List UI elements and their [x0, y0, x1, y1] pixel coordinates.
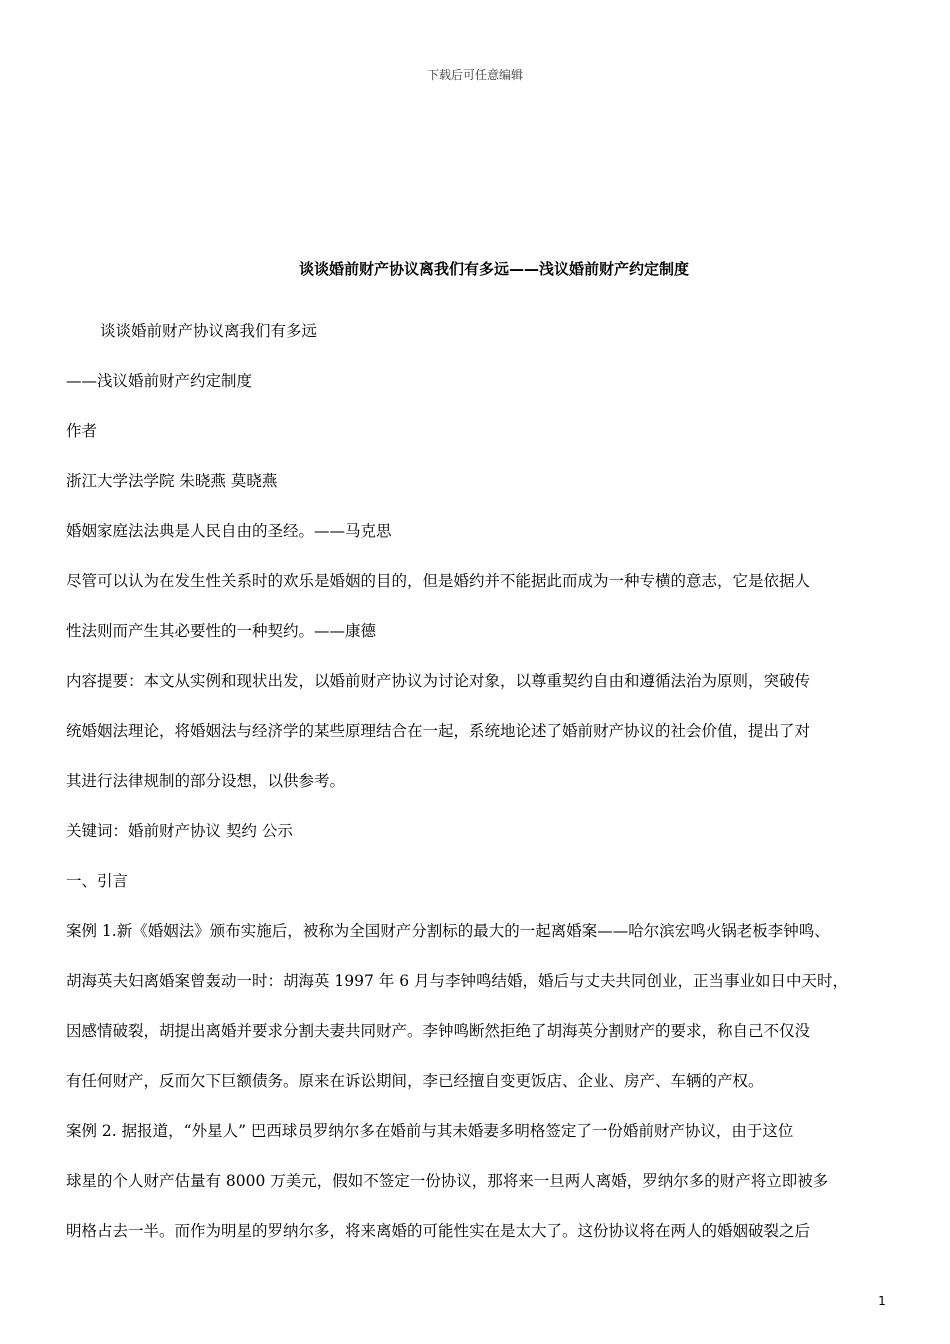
paragraph-line: 尽管可以认为在发生性关系时的欢乐是婚姻的目的，但是婚约并不能据此而成为一种专横的意志，它是依据人 — [66, 572, 811, 590]
paragraph-line: 一、引言 — [66, 872, 129, 890]
paragraph-5 — [66, 568, 886, 644]
paragraph-7 — [66, 818, 886, 844]
paragraph-line: 案例 1.新《婚姻法》颁布实施后，被称为全国财产分割标的最大的一起离婚案——哈尔滨宏鸣火锅老板李钟鸣、 — [66, 922, 830, 940]
paragraph-line: 性法则而产生其必要性的一种契约。——康德 — [66, 622, 377, 640]
paragraph-line: 作者 — [66, 422, 98, 440]
paragraph-line: ——浅议婚前财产约定制度 — [66, 372, 253, 390]
paragraph-line: 浙江大学法学院 朱晓燕 莫晓燕 — [66, 472, 278, 490]
paragraph-line: 球星的个人财产估量有 8000 万美元，假如不签定一份协议，那将来一旦两人离婚，罗纳尔多的财产将立即被多 — [66, 1172, 829, 1190]
paragraph-line: 胡海英夫妇离婚案曾轰动一时：胡海英 1997 年 6 月与李钟鸣结婚，婚后与丈夫共同创业，正当事业如日中天时， — [66, 972, 849, 990]
paragraph-8 — [66, 868, 886, 894]
paragraph-line: 谈谈婚前财产协议离我们有多远 — [100, 322, 318, 340]
paragraph-9 — [66, 918, 886, 1094]
paragraph-line: 案例 2. 据报道，“外星人” 巴西球员罗纳尔多在婚前与其未婚妻多明格签定了一份婚前财产协议，由于这位 — [66, 1122, 794, 1140]
paragraph-line: 其进行法律规制的部分设想，以供参考。 — [66, 772, 346, 790]
paragraph-line: 关键词：婚前财产协议 契约 公示 — [66, 822, 293, 840]
paragraph-line: 婚姻家庭法法典是人民自由的圣经。——马克思 — [66, 522, 392, 540]
document-title: 谈谈婚前财产协议离我们有多远——浅议婚前财产约定制度 — [298, 260, 689, 278]
document-body — [66, 318, 886, 1244]
paragraph-line: 明格占去一半。而作为明星的罗纳尔多，将来离婚的可能性实在是太大了。这份协议将在两人的婚姻破裂之后 — [66, 1222, 811, 1240]
paragraph-10 — [66, 1118, 886, 1244]
paragraph-line: 有任何财产，反而欠下巨额债务。原来在诉讼期间，李已经擅自变更饭店、企业、房产、车辆的产权。 — [66, 1072, 764, 1090]
paragraph-3 — [66, 468, 886, 494]
paragraph-4 — [66, 518, 886, 544]
paragraph-6 — [66, 668, 886, 794]
paragraph-line: 统婚姻法理论，将婚姻法与经济学的某些原理结合在一起，系统地论述了婚前财产协议的社会价值，提出了对 — [66, 722, 811, 740]
paragraph-line: 因感情破裂，胡提出离婚并要求分割夫妻共同财产。李钟鸣断然拒绝了胡海英分割财产的要求，称自己不仅没 — [66, 1022, 811, 1040]
paragraph-2 — [66, 418, 886, 444]
paragraph-line: 内容提要：本文从实例和现状出发，以婚前财产协议为讨论对象，以尊重契约自由和遵循法治为原则，突破传 — [66, 672, 811, 690]
page-number: 1 — [878, 1294, 886, 1308]
paragraph-1 — [66, 368, 886, 394]
header-note: 下载后可任意编辑 — [426, 68, 523, 82]
paragraph-0 — [66, 318, 886, 344]
